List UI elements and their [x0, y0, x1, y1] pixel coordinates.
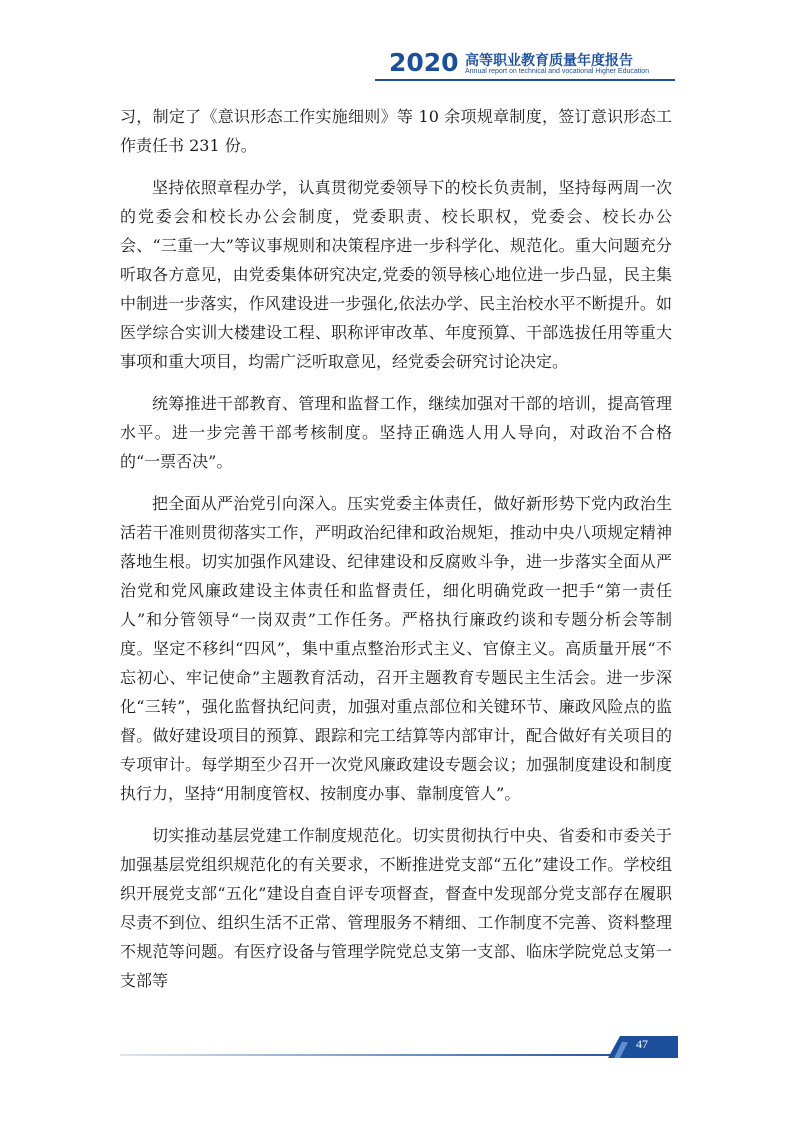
- header-title: 高等职业教育质量年度报告: [465, 53, 633, 69]
- paragraph-4: 把全面从严治党引向深入。压实党委主体责任，做好新形势下党内政治生活若干准则贯彻落实工作，严明政治纪律和政治规矩，推动中央八项规定精神落地生根。切实加强作风建设、纪律建设和反腐败斗争，进一步落实全面从严治党和党风廉政建设主体责任和监督责任，细化明确党政一把手“第一责任人”和分管领导“一岗双责”工作任务。严格执行廉政约谈和专题分析会等制度。坚定不移纠“四风”，集中重点整治形式主义、官僚主义。高质量开展“不忘初心、牢记使命”主题教育活动，召开主题教育专题民主生活会。进一步深化“三转”，强化监督执纪问责，加强对重点部位和关键环节、廉政风险点的监督。做好建设项目的预算、跟踪和完工结算等内部审计，配合做好有关项目的专项审计。每学期至少召开一次党风廉政建设专题会议；加强制度建设和制度执行力，坚持“用制度管权、按制度办事、靠制度管人”。: [120, 494, 672, 803]
- paragraph-3: 统筹推进干部教育、管理和监督工作，继续加强对干部的培训，提高管理水平。进一步完善干部考核制度。坚持正确选人用人导向，对政治不合格的“一票否决”。: [120, 394, 672, 471]
- header-year: 2020: [389, 48, 459, 77]
- paragraph-1: 习，制定了《意识形态工作实施细则》等 10 余项规章制度，签订意识形态工作责任书 231 份。: [120, 107, 672, 155]
- body-text: [120, 102, 672, 1008]
- header-rule: [375, 79, 675, 81]
- paragraph-5: 切实推动基层党建工作制度规范化。切实贯彻执行中央、省委和市委关于加强基层党组织规范化的有关要求，不断推进党支部“五化”建设工作。学校组织开展党支部“五化”建设自查自评专项督查，督查中发现部分党支部存在履职尽责不到位、组织生活不正常、管理服务不精细、工作制度不完善、资料整理不规范等问题。有医疗设备与管理学院党总支第一支部、临床学院党总支第一支部等: [120, 826, 672, 990]
- header-subtitle: Annual report on technical and vocational Higher Education: [465, 68, 650, 75]
- page-number: 47: [636, 1037, 648, 1051]
- report-header: [375, 46, 675, 82]
- paragraph-2: 坚持依照章程办学，认真贯彻党委领导下的校长负责制，坚持每两周一次的党委会和校长办公会制度，党委职责、校长职权，党委会、校长办公会、“三重一大”等议事规则和决策程序进一步科学化、规范化。重大问题充分听取各方意见，由党委集体研究决定,党委的领导核心地位进一步凸显，民主集中制进一步落实，作风建设进一步强化,依法办学、民主治校水平不断提升。如医学综合实训大楼建设工程、职称评审改革、年度预算、干部选拔任用等重大事项和重大项目，均需广泛听取意见，经党委会研究讨论决定。: [120, 178, 672, 371]
- footer-rule: [120, 1054, 640, 1056]
